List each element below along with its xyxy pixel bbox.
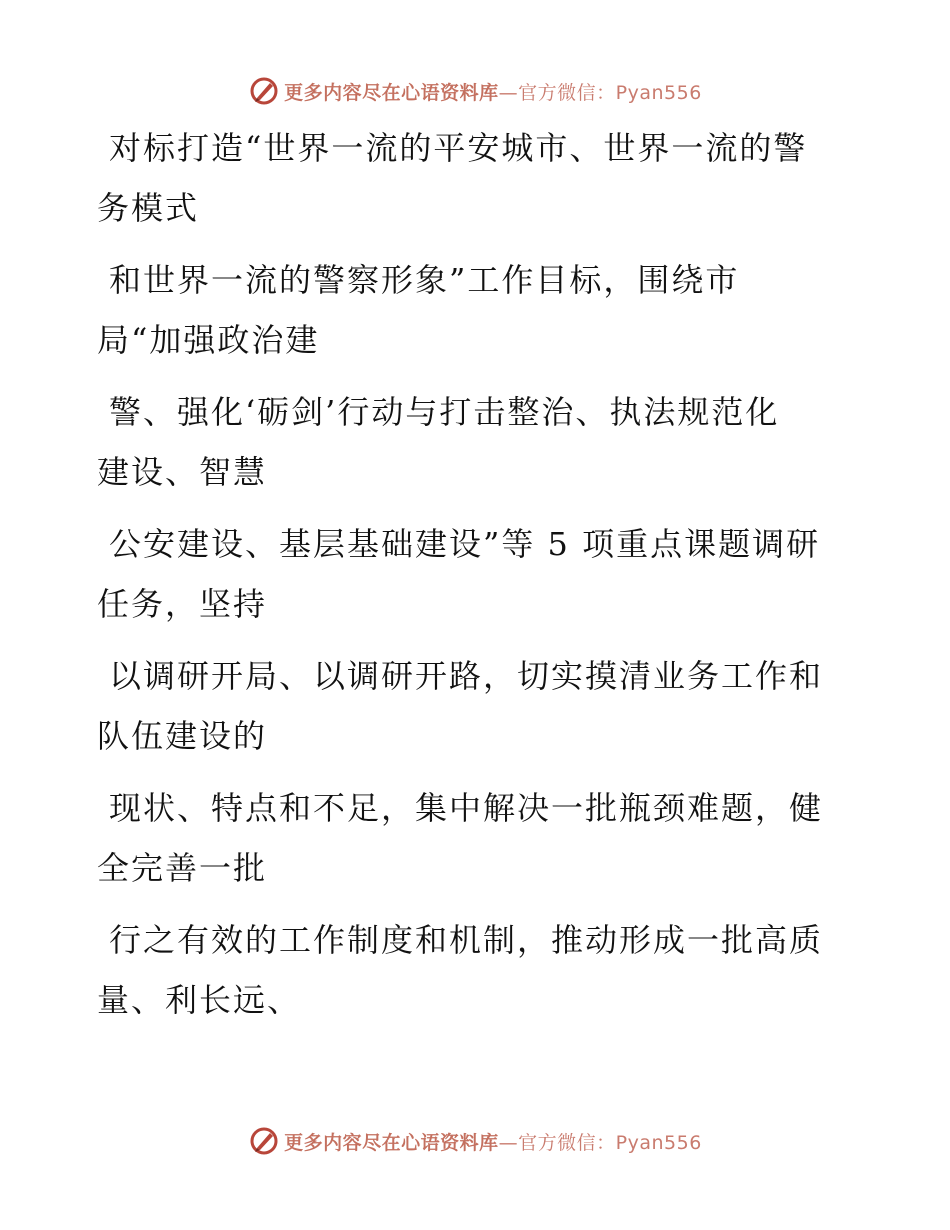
paragraph-line: 队伍建设的 — [97, 717, 268, 755]
paragraph-line: 对标打造“世界一流的平安城市、世界一流的警 — [109, 129, 808, 167]
header-contact: —官方微信：Pyan556 — [498, 81, 702, 104]
paragraph-line: 建设、智慧 — [97, 453, 268, 491]
paragraph-6 — [97, 778, 857, 898]
header-watermark-text — [284, 78, 702, 105]
paragraph-line: 量、利长远、 — [97, 981, 302, 1019]
paragraph-4 — [97, 514, 857, 634]
footer-contact: —官方微信：Pyan556 — [498, 1131, 702, 1154]
footer-site-name: 更多内容尽在心语资料库 — [284, 1131, 499, 1154]
paragraph-line: 任务，坚持 — [97, 585, 268, 623]
document-body — [97, 118, 857, 1042]
paragraph-line: 务模式 — [97, 189, 200, 227]
paragraph-5 — [97, 646, 857, 766]
paragraph-line: 以调研开局、以调研开路，切实摸清业务工作和 — [109, 657, 824, 695]
footer-watermark-banner — [0, 1121, 950, 1161]
paragraph-line: 和世界一流的警察形象”工作目标，围绕市 — [109, 261, 740, 299]
paragraph-1 — [97, 118, 857, 238]
footer-watermark-text — [284, 1128, 702, 1155]
paragraph-7 — [97, 910, 857, 1030]
header-site-name: 更多内容尽在心语资料库 — [284, 81, 499, 104]
paragraph-line: 警、强化‘砺剑’行动与打击整治、执法规范化 — [109, 393, 780, 431]
paragraph-2 — [97, 250, 857, 370]
paragraph-line: 局“加强政治建 — [97, 321, 320, 359]
brush-logo-icon — [248, 1125, 280, 1157]
paragraph-3 — [97, 382, 857, 502]
paragraph-line: 现状、特点和不足，集中解决一批瓶颈难题，健 — [109, 789, 824, 827]
brush-logo-icon — [248, 75, 280, 107]
paragraph-line: 行之有效的工作制度和机制，推动形成一批高质 — [109, 921, 824, 959]
paragraph-line: 公安建设、基层基础建设”等 5 项重点课题调研 — [109, 525, 821, 563]
paragraph-line: 全完善一批 — [97, 849, 268, 887]
header-watermark-banner — [0, 71, 950, 111]
